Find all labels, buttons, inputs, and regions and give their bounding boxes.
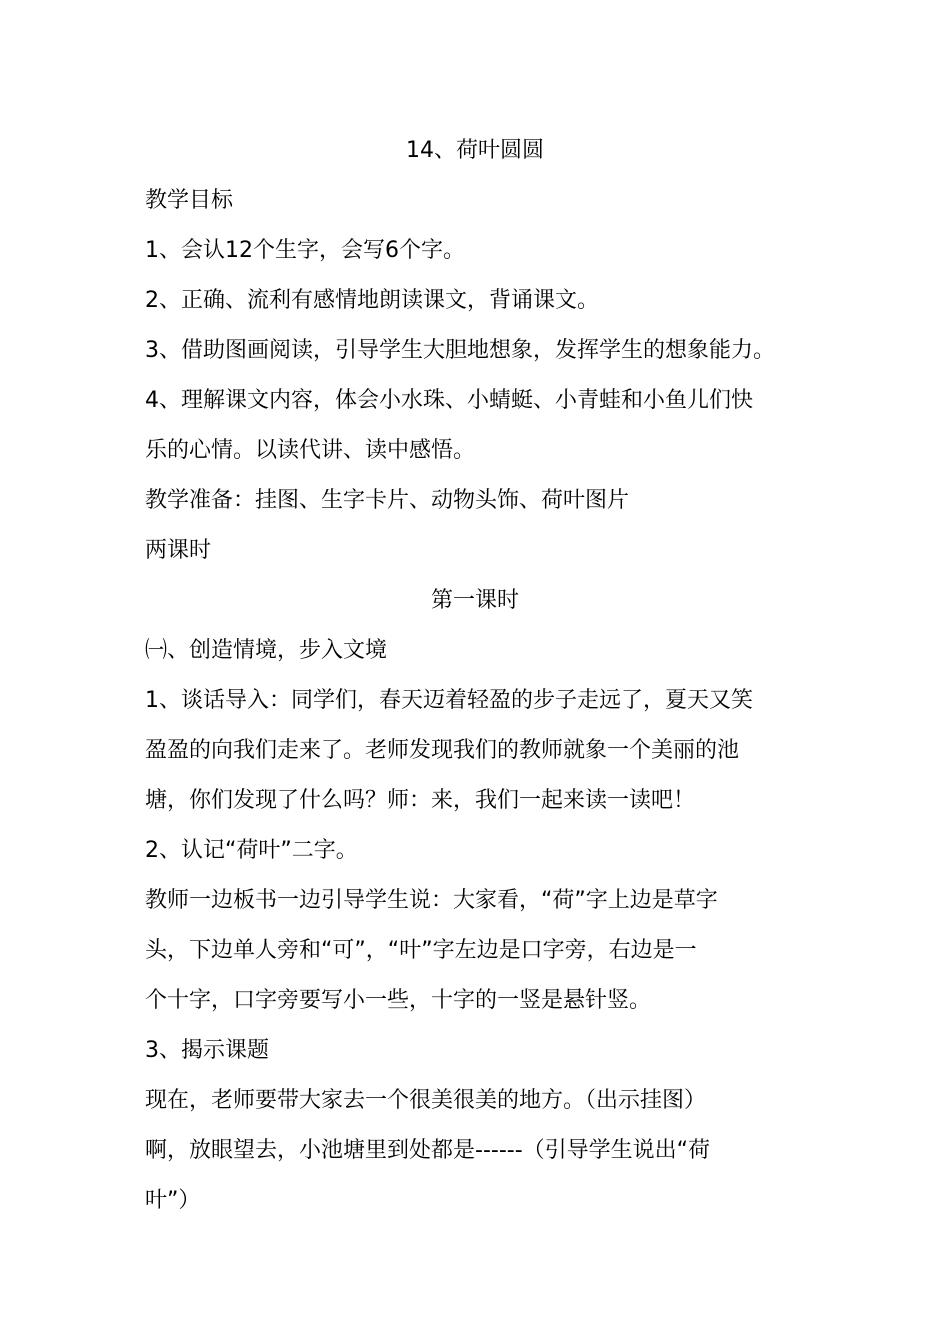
- goal-item-continued: 乐的心情。以读代讲、读中感悟。: [145, 438, 476, 463]
- duration-text: 两课时: [145, 538, 212, 563]
- goal-item: 3、借助图画阅读，引导学生大胆地想象，发挥学生的想象能力。: [145, 338, 775, 363]
- lesson-title: 14、荷叶圆圆: [406, 138, 544, 163]
- body-paragraph-line: 个十字，口字旁要写小一些，十字的一竖是悬针竖。: [145, 988, 652, 1013]
- goal-item: 2、正确、流利有感情地朗读课文，背诵课文。: [145, 288, 599, 313]
- body-paragraph-line: 啊，放眼望去，小池塘里到处都是------（引导学生说出“荷: [145, 1138, 711, 1163]
- goal-item: 4、理解课文内容，体会小水珠、小蜻蜓、小青蛙和小鱼儿们快: [145, 388, 753, 413]
- body-paragraph-line: 教师一边板书一边引导学生说：大家看，“荷”字上边是草字: [145, 888, 718, 913]
- body-paragraph-line: 盈盈的向我们走来了。老师发现我们的教师就象一个美丽的池: [145, 738, 740, 763]
- section-heading: ㈠、创造情境，步入文境: [145, 638, 388, 663]
- goal-item: 1、会认12个生字，会写6个字。: [145, 238, 465, 263]
- preparation-text: 教学准备：挂图、生字卡片、动物头饰、荷叶图片: [145, 488, 630, 513]
- body-paragraph-line: 3、揭示课题: [145, 1038, 269, 1063]
- body-paragraph-line: 叶”）: [145, 1188, 201, 1213]
- body-paragraph-line: 头，下边单人旁和“可”，“叶”字左边是口字旁，右边是一: [145, 938, 697, 963]
- lesson-heading: 第一课时: [430, 588, 519, 613]
- body-paragraph-line: 2、认记“荷叶”二字。: [145, 838, 358, 863]
- body-paragraph-line: 1、谈话导入：同学们，春天迈着轻盈的步子走远了，夏天又笑: [145, 688, 753, 713]
- goals-heading: 教学目标: [145, 188, 234, 213]
- body-paragraph-line: 现在，老师要带大家去一个很美很美的地方。（出示挂图）: [145, 1088, 707, 1113]
- body-paragraph-line: 塘，你们发现了什么吗？师：来，我们一起来读一读吧！: [145, 788, 696, 813]
